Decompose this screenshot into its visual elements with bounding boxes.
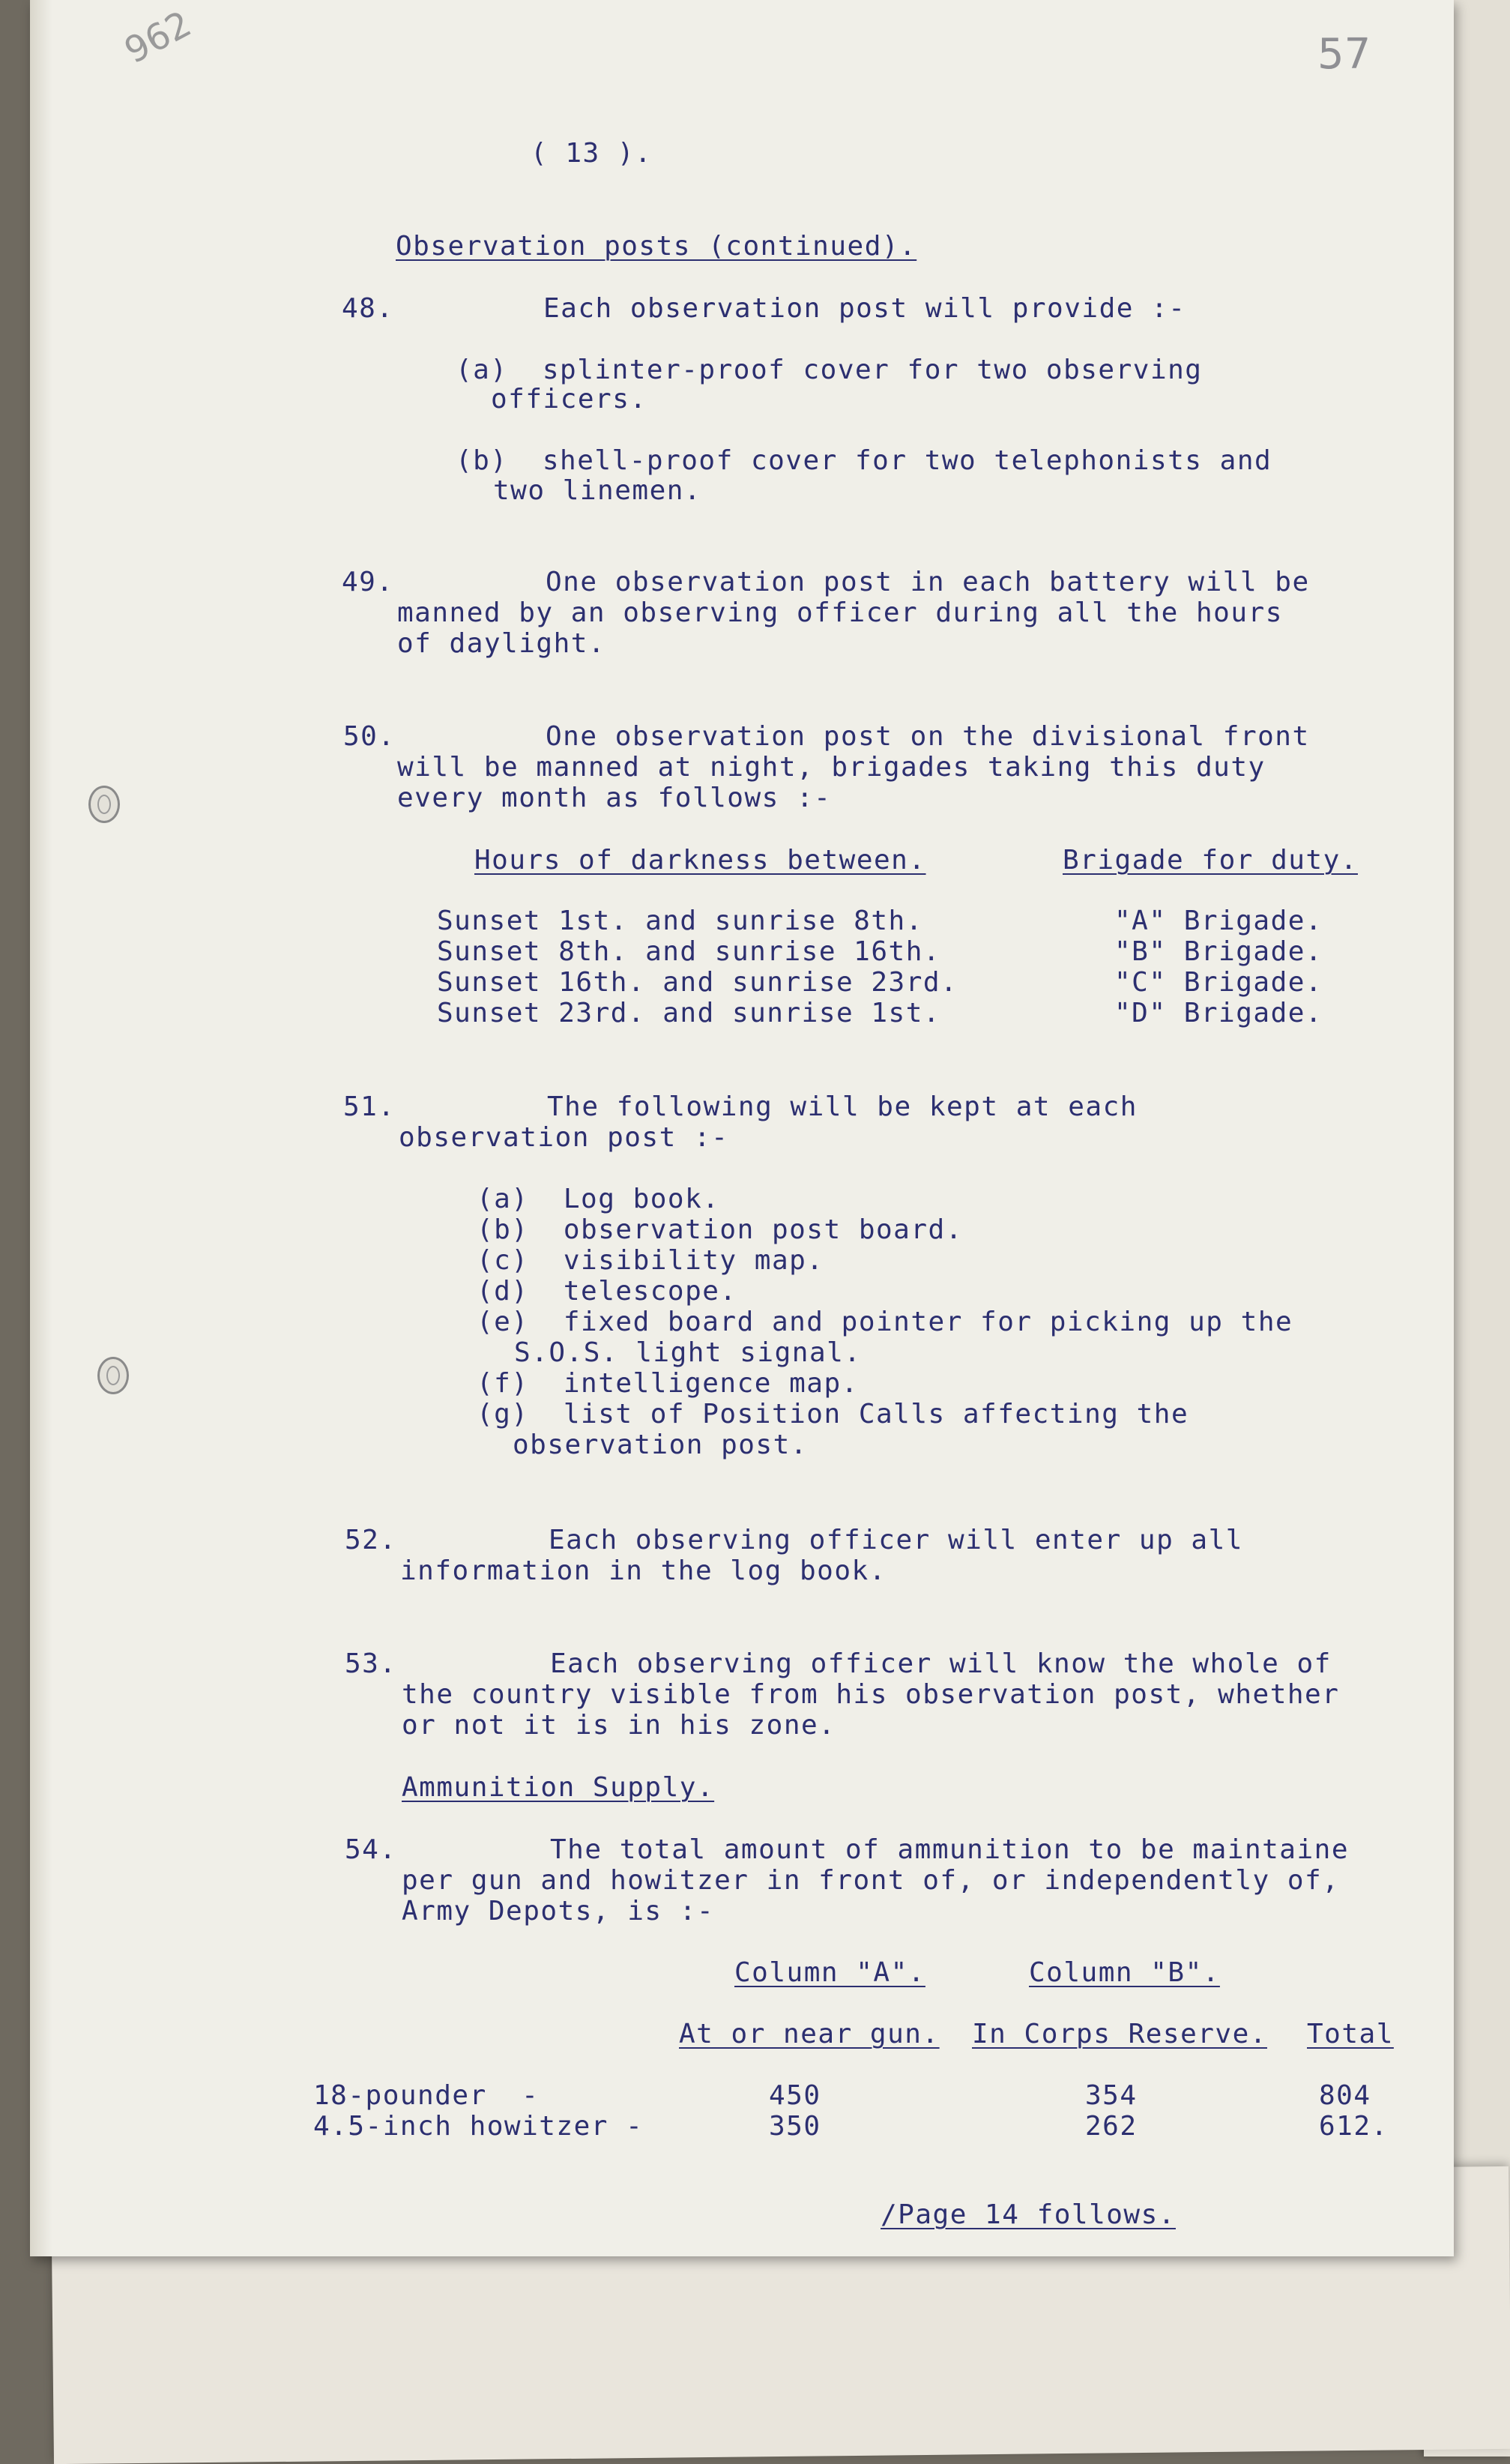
paragraph-text: or not it is in his zone. xyxy=(402,1710,836,1741)
paragraph-text: the country visible from his observation post, whether xyxy=(402,1679,1340,1710)
list-item: (g) list of Position Calls affecting the xyxy=(477,1399,1189,1430)
list-item: (f) intelligence map. xyxy=(477,1368,859,1399)
folio-number: 57 xyxy=(1317,30,1371,79)
ammo-row-at-gun: 350 xyxy=(769,2111,821,2142)
paragraph-text: every month as follows :- xyxy=(397,783,832,813)
paragraph-number: 49. xyxy=(342,567,394,597)
list-item-continuation: two linemen. xyxy=(493,475,702,506)
paragraph-text: observation post :- xyxy=(399,1122,729,1153)
page-number: ( 13 ). xyxy=(531,138,653,169)
paragraph-text: Each observing officer will enter up all xyxy=(549,1525,1243,1555)
duty-row-brigade: "A" Brigade. xyxy=(1114,906,1323,936)
ammo-row-at-gun: 450 xyxy=(769,2080,821,2111)
paragraph-text: One observation post on the divisional front xyxy=(546,721,1310,752)
page-edge-shadow xyxy=(30,0,52,2256)
paragraph-number: 54. xyxy=(345,1834,397,1865)
paragraph-number: 51. xyxy=(343,1091,396,1122)
table-header-hours: Hours of darkness between. xyxy=(474,845,926,876)
duty-row-hours: Sunset 16th. and sunrise 23rd. xyxy=(437,967,958,998)
list-item: (b) observation post board. xyxy=(477,1214,963,1245)
list-item-continuation: observation post. xyxy=(513,1430,808,1460)
paragraph-number: 50. xyxy=(343,721,396,752)
list-item: (a) splinter-proof cover for two observing xyxy=(456,355,1203,385)
pencil-folio-annotation: 962 xyxy=(118,2,199,73)
paragraph-text: Each observing officer will know the whole of xyxy=(550,1648,1332,1679)
paragraph-text: The following will be kept at each xyxy=(547,1091,1138,1122)
ammo-row-total: 612. xyxy=(1319,2111,1389,2142)
paragraph-text: Army Depots, is :- xyxy=(402,1896,715,1927)
ammo-row-label: 4.5-inch howitzer - xyxy=(313,2111,644,2142)
paragraph-text: of daylight. xyxy=(397,628,606,659)
paragraph-text: will be manned at night, brigades taking this duty xyxy=(397,752,1266,783)
paragraph-text: per gun and howitzer in front of, or independently of, xyxy=(402,1865,1340,1896)
table-header-column-b: Column "B". xyxy=(1029,1957,1220,1988)
table-subheader-total: Total xyxy=(1307,2019,1394,2049)
punch-hole-lower xyxy=(97,1357,129,1394)
ammo-row-total: 804 xyxy=(1319,2080,1371,2111)
duty-row-brigade: "D" Brigade. xyxy=(1114,998,1323,1028)
list-item-continuation: officers. xyxy=(491,384,647,415)
ammo-row-label: 18-pounder - xyxy=(313,2080,540,2111)
duty-row-hours: Sunset 1st. and sunrise 8th. xyxy=(437,906,923,936)
document-page xyxy=(30,0,1454,2256)
duty-row-brigade: "B" Brigade. xyxy=(1114,936,1323,967)
table-header-column-a: Column "A". xyxy=(734,1957,925,1988)
paragraph-text: Each observation post will provide :- xyxy=(543,293,1186,324)
duty-row-hours: Sunset 8th. and sunrise 16th. xyxy=(437,936,941,967)
table-header-brigade: Brigade for duty. xyxy=(1063,845,1358,876)
paragraph-text: The total amount of ammunition to be maintaine xyxy=(550,1834,1349,1865)
ammo-row-corps-reserve: 262 xyxy=(1085,2111,1138,2142)
punch-hole-upper xyxy=(88,786,120,823)
list-item: (b) shell-proof cover for two telephonists and xyxy=(456,445,1272,476)
duty-row-hours: Sunset 23rd. and sunrise 1st. xyxy=(437,998,941,1028)
paragraph-text: One observation post in each battery will be xyxy=(546,567,1310,597)
page-continuation-note: /Page 14 follows. xyxy=(881,2199,1176,2230)
paragraph-number: 48. xyxy=(342,293,394,324)
duty-row-brigade: "C" Brigade. xyxy=(1114,967,1323,998)
list-item-continuation: S.O.S. light signal. xyxy=(514,1337,862,1368)
section-heading-observation-posts: Observation posts (continued). xyxy=(396,231,917,262)
paragraph-number: 53. xyxy=(345,1648,397,1679)
paragraph-text: manned by an observing officer during all the hours xyxy=(397,597,1283,628)
list-item: (d) telescope. xyxy=(477,1276,737,1307)
table-subheader-at-gun: At or near gun. xyxy=(679,2019,940,2049)
list-item: (a) Log book. xyxy=(477,1184,720,1214)
section-heading-ammunition: Ammunition Supply. xyxy=(402,1772,715,1803)
list-item: (e) fixed board and pointer for picking up the xyxy=(477,1307,1293,1337)
paragraph-text: information in the log book. xyxy=(400,1555,887,1586)
list-item: (c) visibility map. xyxy=(477,1245,824,1276)
table-subheader-corps-reserve: In Corps Reserve. xyxy=(972,2019,1267,2049)
paragraph-number: 52. xyxy=(345,1525,397,1555)
ammo-row-corps-reserve: 354 xyxy=(1085,2080,1138,2111)
